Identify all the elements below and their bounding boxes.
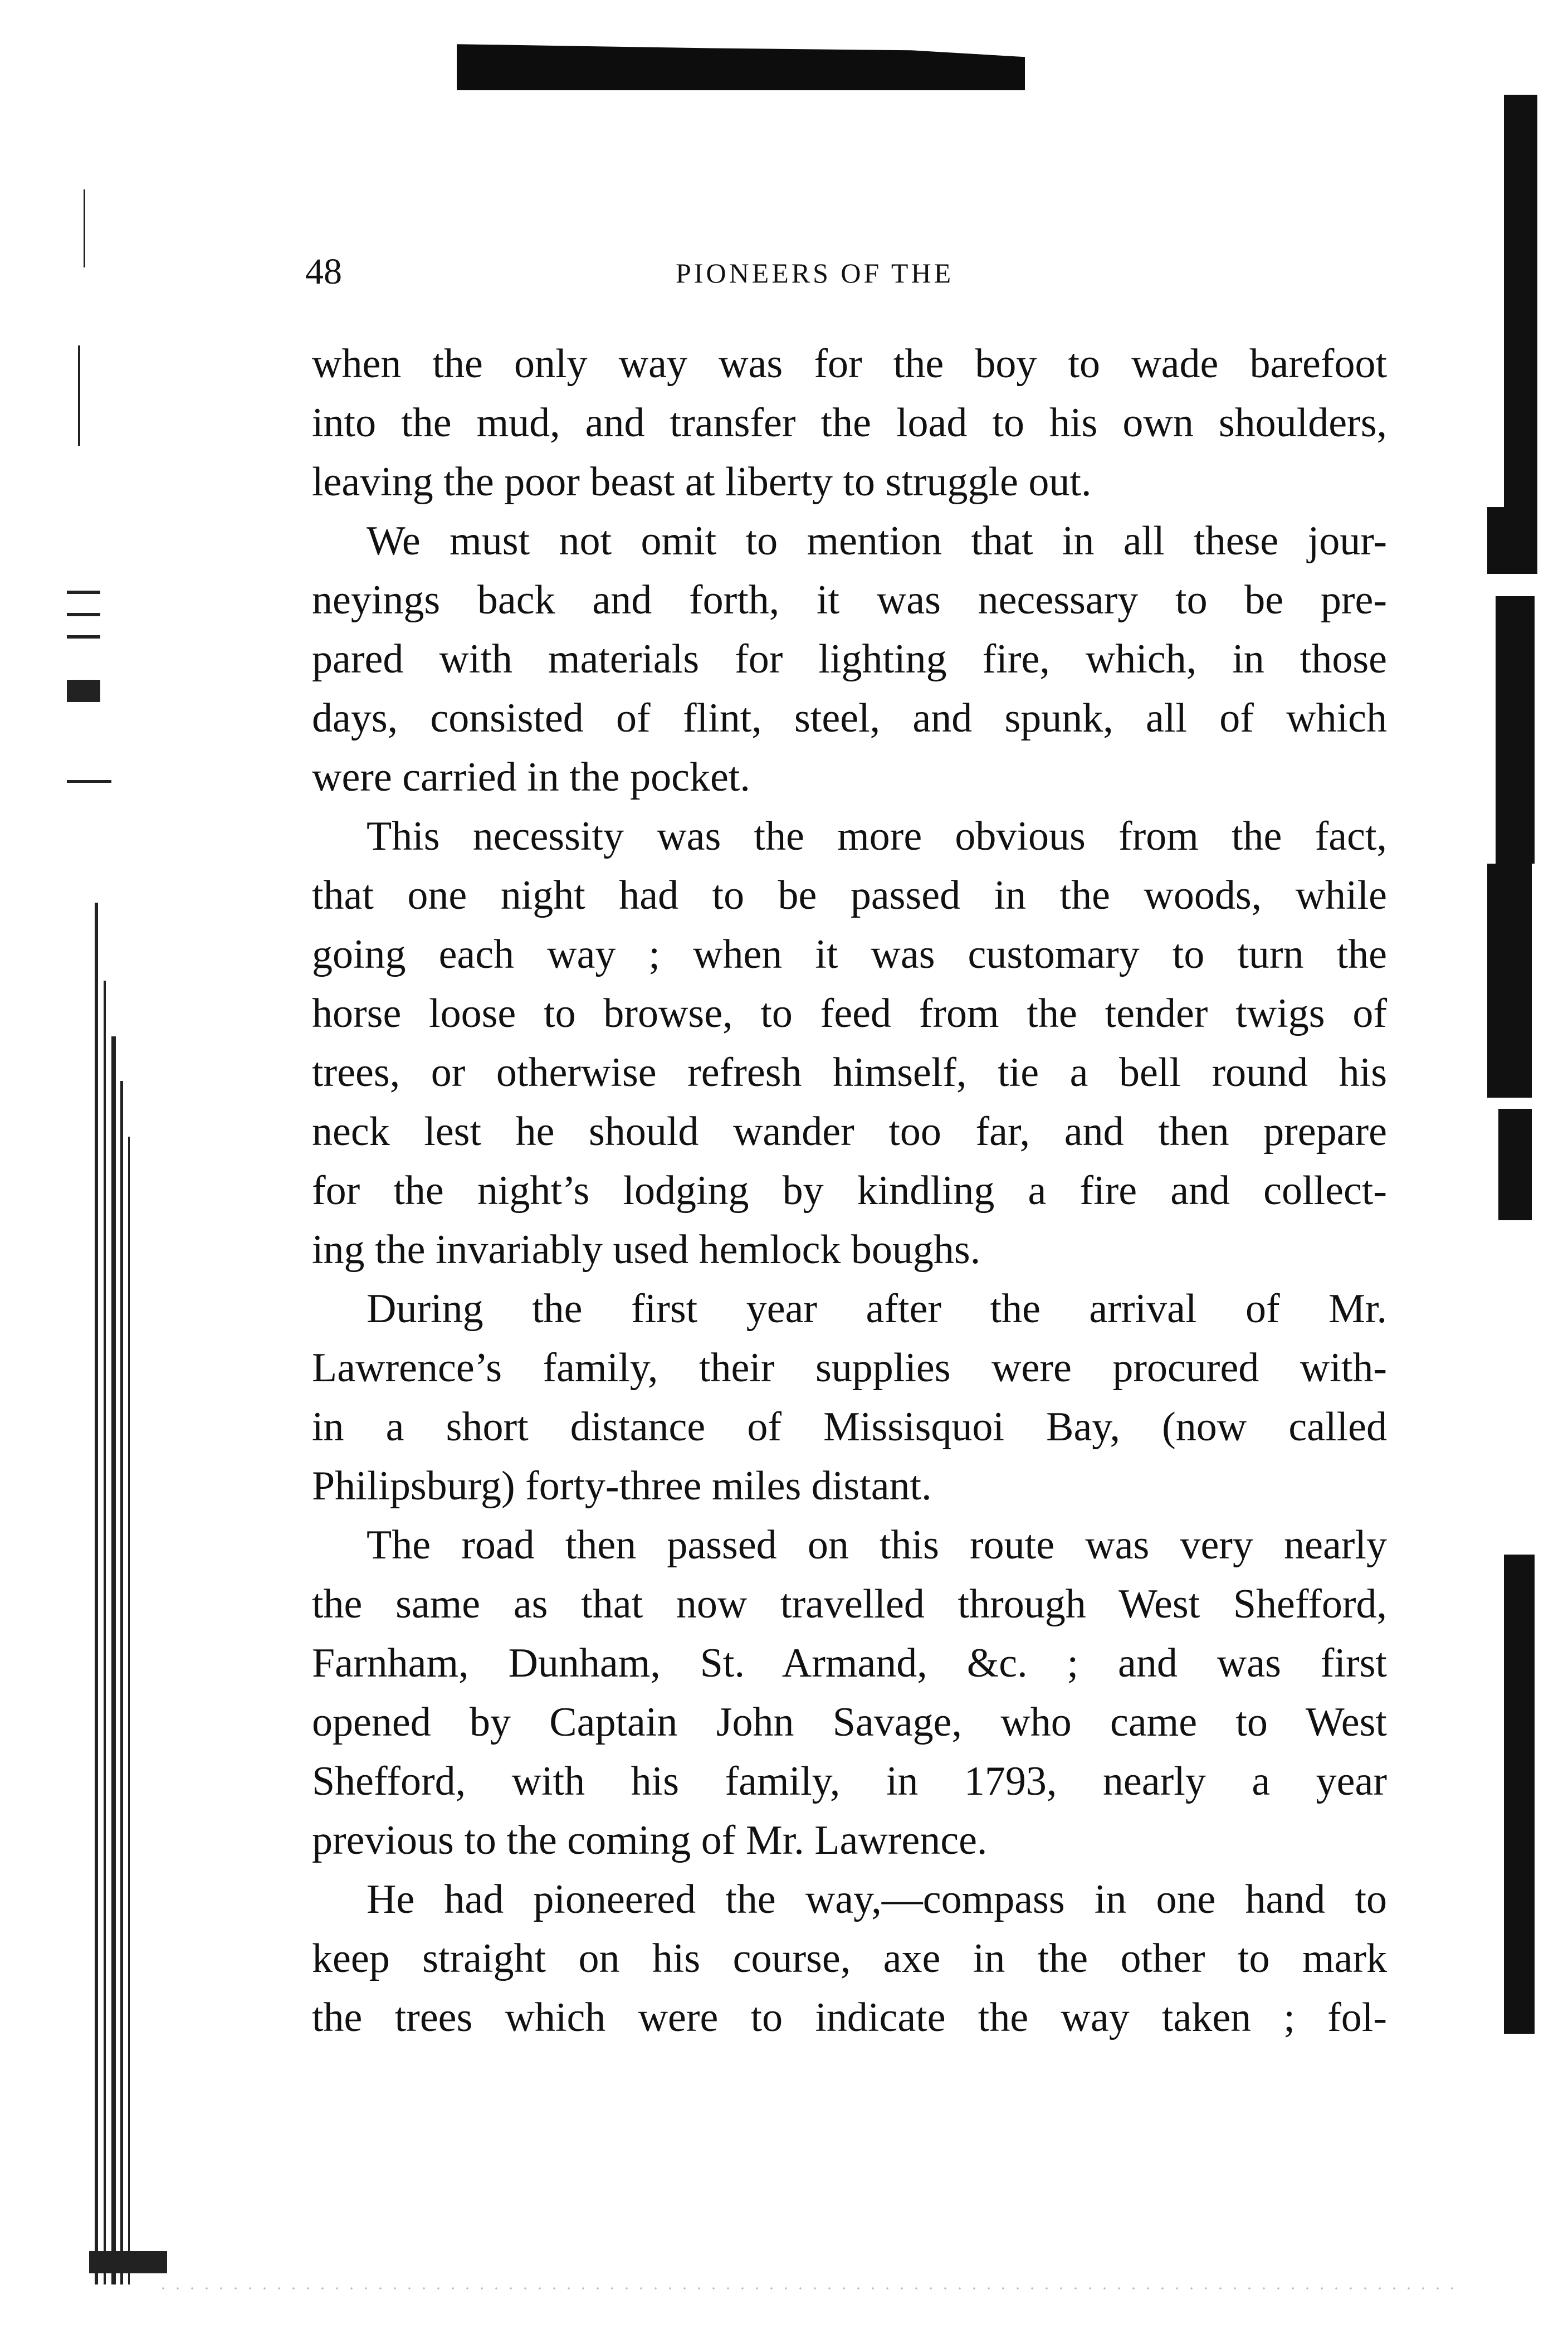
text-line: previous to the coming of Mr. Lawrence. [312, 1818, 988, 1863]
text-line: ing the invariably used hemlock boughs. [312, 1227, 981, 1273]
text-line: when the only way was for the boy to wade barefoot [312, 341, 1387, 387]
running-head: PIONEERS OF THE [676, 257, 954, 289]
binding-gutter [67, 189, 167, 2284]
text-line: During the first year after the arrival of Mr. [367, 1286, 1387, 1332]
text-line: in a short distance of Missisquoi Bay, (now called [312, 1404, 1387, 1450]
text-line: neyings back and forth, it was necessary to be pre- [312, 577, 1387, 623]
text-line: horse loose to browse, to feed from the tender twigs of [312, 991, 1387, 1036]
text-line: Shefford, with his family, in 1793, nearly a year [312, 1758, 1387, 1804]
body-text [312, 334, 1387, 2047]
text-line: the trees which were to indicate the way taken ; fol- [312, 1995, 1387, 2040]
scan-artifact-bottom [156, 2287, 1465, 2290]
text-line: days, consisted of flint, steel, and spunk, all of which [312, 695, 1387, 741]
text-line: Philipsburg) forty-three miles distant. [312, 1463, 932, 1509]
text-line: the same as that now travelled through West Shefford, [312, 1581, 1387, 1627]
text-line: Lawrence’s family, their supplies were procured with- [312, 1345, 1387, 1391]
text-line: The road then passed on this route was very nearly [367, 1522, 1387, 1568]
scan-artifact-top [457, 39, 1025, 90]
scan-artifact-right [1482, 95, 1537, 1967]
text-line: were carried in the pocket. [312, 754, 750, 800]
text-line: leaving the poor beast at liberty to struggle out. [312, 459, 1092, 505]
text-line: into the mud, and transfer the load to his own shoulders, [312, 400, 1387, 446]
text-line: This necessity was the more obvious from the fact, [367, 813, 1387, 859]
page-header [305, 250, 1029, 294]
text-line: opened by Captain John Savage, who came to West [312, 1699, 1387, 1745]
text-line: going each way ; when it was customary to turn the [312, 932, 1387, 977]
text-line: Farnham, Dunham, St. Armand, &c. ; and was first [312, 1640, 1387, 1686]
text-line: trees, or otherwise refresh himself, tie a bell round his [312, 1050, 1387, 1095]
text-line: keep straight on his course, axe in the other to mark [312, 1936, 1387, 1981]
text-line: We must not omit to mention that in all these jour- [367, 518, 1387, 564]
text-line: He had pioneered the way,—compass in one hand to [367, 1877, 1387, 1922]
text-line: neck lest he should wander too far, and then prepare [312, 1109, 1387, 1154]
page-number: 48 [305, 251, 342, 292]
text-line: that one night had to be passed in the woods, while [312, 873, 1387, 918]
text-line: for the night’s lodging by kindling a fire and collect- [312, 1168, 1387, 1214]
text-line: pared with materials for lighting fire, which, in those [312, 636, 1387, 682]
